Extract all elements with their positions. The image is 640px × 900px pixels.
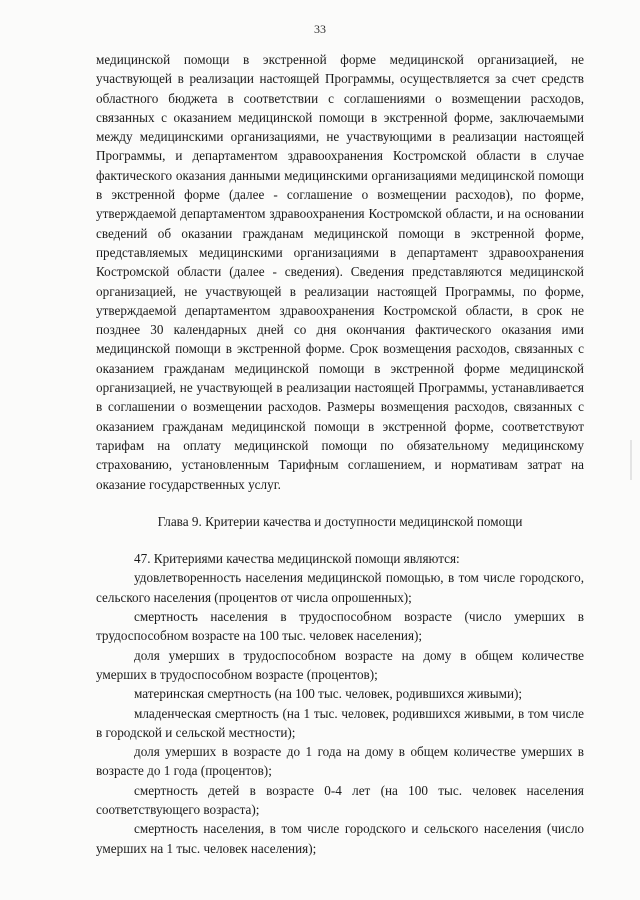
scan-edge-mark <box>630 440 632 480</box>
page-content <box>96 50 584 858</box>
page-number: 33 <box>314 22 326 36</box>
chapter-heading: Глава 9. Критерии качества и доступности медицинской помощи <box>157 513 523 529</box>
criterion-item: доля умерших в трудоспособном возрасте на дому в общем количестве умерших в трудоспособном возрасте (процентов); <box>96 647 584 682</box>
criterion-item: смертность детей в возрасте 0-4 лет (на 100 тыс. человек населения соответствующего возраста); <box>96 782 584 817</box>
criterion-item: доля умерших в возрасте до 1 года на дому в общем количестве умерших в возрасте до 1 года (процентов); <box>96 744 584 779</box>
criterion-item: материнская смертность (на 100 тыс. человек, родившихся живыми); <box>134 686 523 702</box>
criterion-item: смертность населения в трудоспособном возрасте (число умерших в трудоспособном возрасте на 100 тыс. человек населения); <box>96 609 584 644</box>
intro-paragraph: медицинской помощи в экстренной форме медицинской организацией, не участвующей в реализации настоящей Программы, осуществляется за счет средств областного бюджета в соответствии с соглашениями о возмещении расходов, связанных с оказанием медицинской помощи в экстренной форме, заключаемыми между медицинскими организациями, не участвующими в реализации настоящей Программы, и департаментом здравоохранения Костромской области в случае фактического оказания данными медицинскими организациями медицинской помощи в экстренной форме (далее - соглашение о возмещении расходов), по форме, утверждаемой департаментом здравоохранения Костромской области, и на основании сведений об оказании гражданам медицинской помощи в экстренной форме, представляемых медицинскими организациями в департамент здравоохранения Костромской области (далее - сведения). Сведения представляются медицинской организацией, не участвующей в реализации настоящей Программы, по форме, утверждаемой департаментом здравоохранения Костромской области, в срок не позднее 30 календарных дней со дня окончания фактического оказания ими медицинской помощи в экстренной форме. Срок возмещения расходов, связанных с оказанием гражданам медицинской помощи в экстренной форме медицинской организацией, не участвующей в реализации настоящей Программы, устанавливается в соглашении о возмещении расходов. Размеры возмещения расходов, связанных с оказанием гражданам медицинской помощи в экстренной форме, соответствуют тарифам на оплату медицинской помощи по обязательному медицинскому страхованию, установленным Тарифным соглашением, и нормативам затрат на оказание государственных услуг. <box>96 52 584 492</box>
section-47-lead: 47. Критериями качества медицинской помощи являются: <box>134 551 460 567</box>
criterion-item: младенческая смертность (на 1 тыс. человек, родившихся живыми, в том числе в городской и сельской местности); <box>96 705 584 740</box>
criterion-item: смертность населения, в том числе городского и сельского населения (число умерших на 1 тыс. человек населения); <box>96 821 584 856</box>
criterion-item: удовлетворенность населения медицинской помощью, в том числе городского, сельского населения (процентов от числа опрошенных); <box>96 570 584 605</box>
